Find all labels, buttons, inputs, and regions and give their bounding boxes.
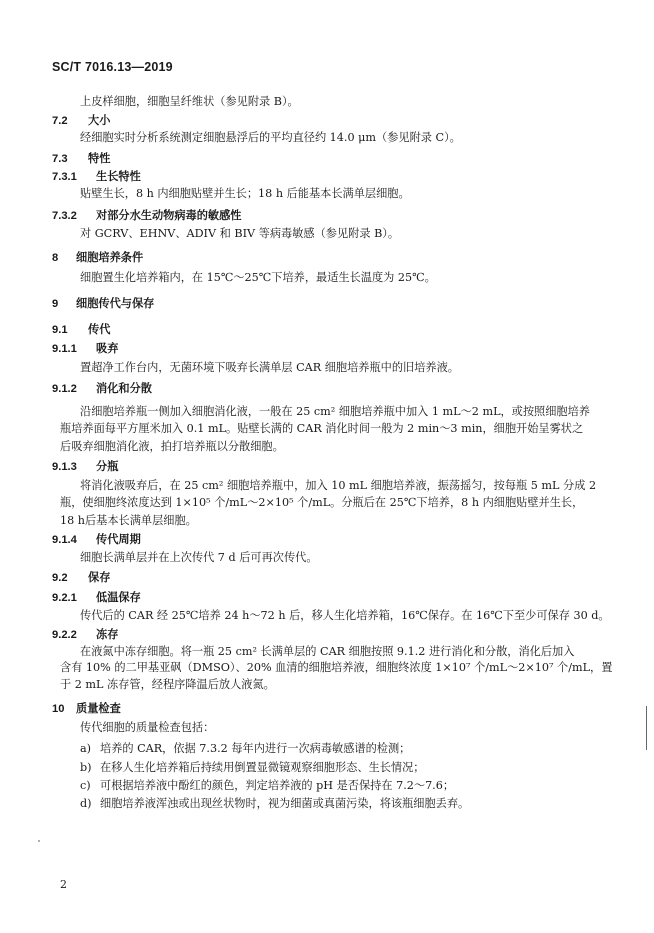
list-item-text: 细胞培养液浑浊或出现丝状物时，视为细菌或真菌污染，将该瓶细胞丢弃。	[100, 797, 470, 810]
list-item-marker: b)	[80, 761, 92, 774]
section-number: 7.3.2	[52, 210, 77, 222]
section-number: 9.1.1	[52, 343, 77, 355]
paragraph-text: 对 GCRV、EHNV、ADIV 和 BIV 等病毒敏感（参见附录 B）。	[80, 227, 400, 240]
section-title: 对部分水生动物病毒的敏感性	[96, 210, 242, 222]
section-title: 冻存	[96, 629, 119, 641]
paragraph-text: 传代后的 CAR 经 25℃培养 24 h～72 h 后，移人生化培养箱，16℃保存。在 16℃下至少可保存 30 d。	[80, 609, 610, 622]
scan-edge-mark	[646, 706, 647, 750]
section-number: 9	[52, 298, 59, 310]
paragraph-text: 后吸弃细胞消化液，拍打培养瓶以分散细胞。	[60, 440, 284, 453]
section-title: 生长特性	[96, 171, 141, 183]
section-number: 8	[52, 252, 59, 264]
section-number: 9.2.2	[52, 629, 77, 641]
section-number: 9.2	[52, 572, 68, 584]
paragraph-text: 细胞置生化培养箱内，在 15℃～25℃下培养，最适生长温度为 25℃。	[80, 271, 436, 284]
page-number: 2	[60, 878, 67, 891]
list-item-marker: c)	[80, 779, 91, 792]
list-item-text: 可根据培养液中酚红的颜色，判定培养液的 pH 是否保持在 7.2～7.6；	[100, 779, 455, 792]
paragraph-text: 贴壁生长，8 h 内细胞贴壁并生长；18 h 后能基本长满单层细胞。	[80, 187, 410, 200]
paragraph-text: 将消化液吸弃后，在 25 cm² 细胞培养瓶中，加入 10 mL 细胞培养液，振荡摇匀，按每瓶 5 mL 分成 2	[80, 479, 597, 492]
section-title: 细胞传代与保存	[76, 298, 155, 310]
document-code: SC/T 7016.13—2019	[52, 60, 173, 74]
list-item-marker: a)	[80, 742, 92, 755]
section-title: 特性	[88, 153, 111, 165]
paragraph-text: 于 2 mL 冻存管，经程序降温后放人液氮。	[60, 678, 275, 691]
section-title: 大小	[88, 115, 111, 127]
section-number: 10	[52, 703, 65, 715]
scan-speck	[38, 840, 40, 842]
section-title: 质量检查	[76, 703, 121, 715]
section-number: 7.3.1	[52, 171, 77, 183]
section-number: 9.2.1	[52, 592, 77, 604]
section-title: 低温保存	[96, 592, 141, 604]
list-item-text: 在移人生化培养箱后持续用倒置显微镜观察细胞形态、生长情况；	[100, 761, 425, 774]
section-number: 7.2	[52, 115, 68, 127]
section-title: 消化和分散	[96, 383, 152, 395]
paragraph-text: 经细胞实时分析系统测定细胞悬浮后的平均直径约 14.0 μm（参见附录 C）。	[80, 131, 461, 144]
section-number: 9.1	[52, 324, 68, 336]
section-number: 9.1.2	[52, 383, 77, 395]
section-number: 9.1.3	[52, 461, 77, 473]
section-title: 吸弃	[96, 343, 119, 355]
section-title: 分瓶	[96, 461, 119, 473]
paragraph-text: 上皮样细胞，细胞呈纤维状（参见附录 B）。	[80, 95, 299, 108]
list-item-marker: d)	[80, 797, 92, 810]
paragraph-text: 瓶培养面每平方厘米加入 0.1 mL。贴壁长满的 CAR 消化时间一般为 2 min～3 min，细胞开始呈雾状之	[60, 422, 584, 435]
paragraph-text: 传代细胞的质量检查包括：	[80, 721, 215, 734]
paragraph-text: 含有 10% 的二甲基亚砜（DMSO）、20% 血清的细胞培养液，细胞终浓度 1×10⁷ 个/mL～2×10⁷ 个/mL，置	[60, 661, 613, 674]
list-item-text: 培养的 CAR，依据 7.3.2 每年内进行一次病毒敏感谱的检测；	[100, 742, 411, 755]
paragraph-text: 18 h后基本长满单层细胞。	[60, 514, 197, 527]
section-title: 传代周期	[96, 534, 141, 546]
paragraph-text: 瓶，使细胞终浓度达到 1×10⁵ 个/mL～2×10⁵ 个/mL。分瓶后在 25℃下培养，8 h 内细胞贴壁并生长，	[60, 496, 584, 509]
paragraph-text: 在液氮中冻存细胞。将一瓶 25 cm² 长满单层的 CAR 细胞按照 9.1.2 进行消化和分散，消化后加入	[80, 645, 575, 658]
paragraph-text: 沿细胞培养瓶一侧加入细胞消化液，一般在 25 cm² 细胞培养瓶中加入 1 mL～2 mL，或按照细胞培养	[80, 405, 590, 418]
section-title: 保存	[88, 572, 111, 584]
paragraph-text: 置超净工作台内，无菌环境下吸弃长满单层 CAR 细胞培养瓶中的旧培养液。	[80, 361, 459, 374]
section-title: 传代	[88, 324, 111, 336]
section-number: 9.1.4	[52, 534, 77, 546]
paragraph-text: 细胞长满单层并在上次传代 7 d 后可再次传代。	[80, 551, 318, 564]
section-number: 7.3	[52, 153, 68, 165]
section-title: 细胞培养条件	[76, 252, 144, 264]
